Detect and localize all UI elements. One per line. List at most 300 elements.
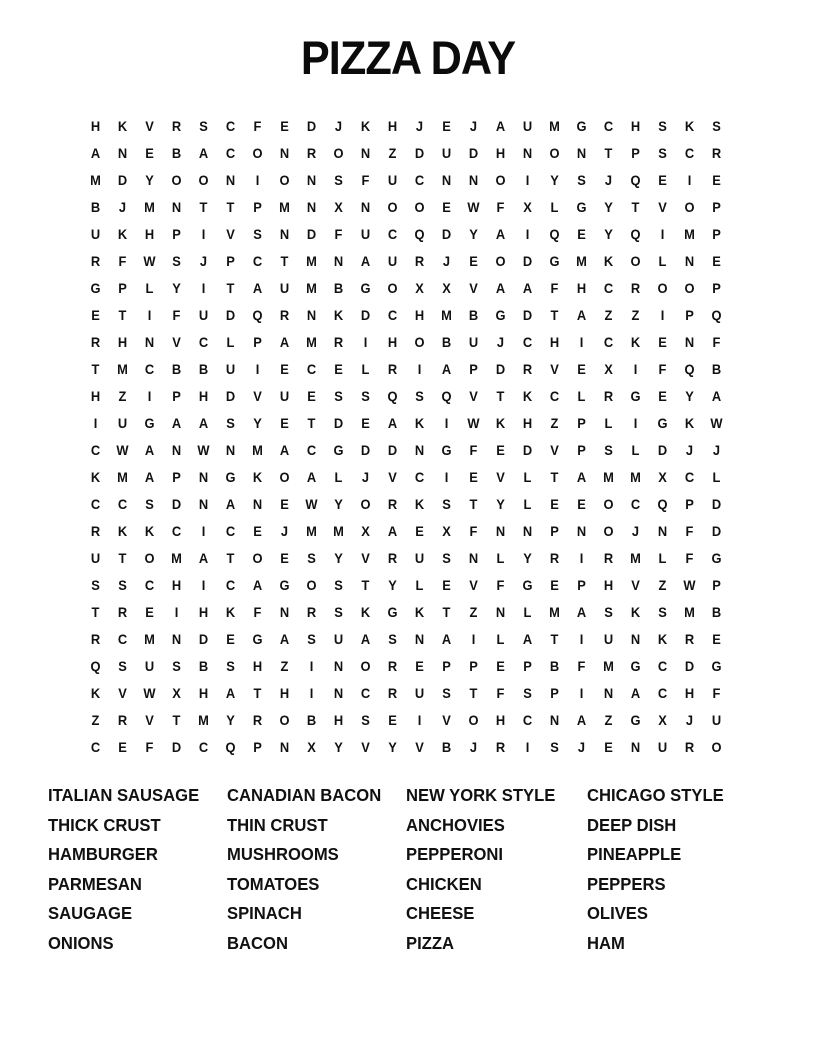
grid-cell: U [603,630,614,647]
grid-cell: U [657,738,668,755]
grid-cell: F [658,360,667,377]
grid-cell: D [657,441,668,458]
grid-cell: H [387,117,398,134]
grid-cell: S [604,603,613,620]
grid-cell: R [549,549,560,566]
word-list [0,781,816,966]
grid-cell: J [469,117,478,134]
grid-cell: Q [387,387,398,404]
grid-cell: E [577,225,586,242]
grid-cell: J [712,441,721,458]
grid-cell: K [414,603,425,620]
grid-cell: S [604,441,613,458]
grid-cell: A [495,117,506,134]
word-list-item: CHEESE [406,903,475,924]
grid-cell: Y [388,738,397,755]
grid-cell: N [468,171,479,188]
grid-cell: Q [90,657,101,674]
grid-cell: H [90,387,101,404]
word-list-item: CHICKEN [406,873,482,894]
grid-cell: S [712,117,721,134]
word-list-item: SAUGAGE [48,903,133,924]
grid-cell: R [90,630,101,647]
grid-cell: U [414,549,425,566]
grid-cell: I [633,360,638,377]
grid-cell: N [279,603,290,620]
grid-cell: V [550,360,559,377]
grid-cell: L [577,387,586,404]
grid-cell: I [579,630,584,647]
grid-cell: Z [550,414,559,431]
grid-cell: R [603,549,614,566]
grid-cell: X [172,684,181,701]
grid-cell: I [660,306,665,323]
grid-cell: C [225,522,236,539]
grid-cell: F [469,441,478,458]
grid-cell: Z [604,711,613,728]
word-list-item: HAM [587,932,625,953]
grid-cell: C [522,711,533,728]
grid-cell: V [442,711,451,728]
grid-cell: N [333,657,344,674]
grid-cell: V [226,225,235,242]
grid-cell: W [710,414,723,431]
grid-cell: T [226,198,235,215]
grid-cell: O [387,198,398,215]
grid-cell: A [360,252,371,269]
grid-cell: C [252,252,263,269]
grid-cell: C [549,387,560,404]
grid-cell: O [360,657,371,674]
grid-cell: R [117,711,128,728]
grid-cell: F [712,333,721,350]
grid-cell: U [387,171,398,188]
grid-cell: A [441,630,452,647]
grid-cell: U [333,630,344,647]
grid-cell: I [255,171,260,188]
grid-cell: L [334,468,343,485]
grid-cell: J [118,198,127,215]
grid-cell: Y [388,576,397,593]
grid-cell: V [469,387,478,404]
grid-cell: F [685,522,694,539]
grid-cell: S [334,387,343,404]
grid-cell: Z [658,576,667,593]
grid-cell: P [712,279,721,296]
grid-cell: N [684,333,695,350]
grid-cell: E [577,360,586,377]
grid-cell: O [603,495,614,512]
grid-cell: K [630,603,641,620]
grid-cell: M [198,711,209,728]
grid-cell: R [630,279,641,296]
grid-cell: K [684,414,695,431]
grid-cell: U [360,225,371,242]
grid-cell: X [307,738,316,755]
grid-cell: O [414,333,425,350]
grid-cell: S [118,576,127,593]
grid-cell: S [334,603,343,620]
grid-cell: B [711,603,722,620]
grid-cell: C [90,495,101,512]
grid-cell: F [685,549,694,566]
grid-cell: I [309,657,314,674]
grid-cell: H [198,603,209,620]
grid-cell: E [550,495,559,512]
grid-cell: A [90,144,101,161]
grid-cell: J [199,252,208,269]
grid-cell: V [361,738,370,755]
grid-cell: R [684,738,695,755]
grid-cell: M [630,549,641,566]
grid-cell: N [630,738,641,755]
grid-cell: M [144,198,155,215]
grid-cell: N [576,144,587,161]
grid-cell: N [603,684,614,701]
grid-cell: Y [604,225,613,242]
grid-cell: U [279,279,290,296]
grid-cell: S [442,684,451,701]
grid-cell: I [147,306,152,323]
grid-cell: N [171,198,182,215]
grid-cell: S [388,630,397,647]
grid-cell: L [604,414,613,431]
grid-cell: L [415,576,424,593]
word-list-item: PEPPERS [587,873,666,894]
grid-cell: D [360,306,371,323]
grid-cell: R [279,306,290,323]
grid-cell: S [442,495,451,512]
grid-cell: S [334,576,343,593]
grid-cell: K [360,603,371,620]
grid-cell: K [414,495,425,512]
grid-cell: C [630,495,641,512]
grid-cell: O [657,279,668,296]
grid-cell: N [630,630,641,647]
grid-cell: O [279,171,290,188]
grid-cell: G [333,441,344,458]
grid-cell: H [198,684,209,701]
grid-cell: V [172,333,181,350]
grid-cell: I [147,387,152,404]
grid-cell: Q [441,387,452,404]
grid-cell: G [225,468,236,485]
grid-cell: N [495,603,506,620]
grid-cell: S [307,549,316,566]
grid-cell: E [496,657,505,674]
grid-cell: T [118,549,127,566]
grid-cell: P [712,225,721,242]
grid-cell: J [685,711,694,728]
grid-cell: K [225,603,236,620]
grid-cell: E [712,171,721,188]
grid-cell: M [603,468,614,485]
grid-cell: R [711,144,722,161]
grid-cell: V [658,198,667,215]
word-list-item: OLIVES [587,903,648,924]
grid-cell: I [174,603,179,620]
grid-cell: V [361,549,370,566]
grid-cell: O [711,738,722,755]
grid-cell: L [550,198,559,215]
grid-cell: Y [685,387,694,404]
grid-cell: G [522,576,533,593]
grid-cell: V [145,117,154,134]
grid-cell: M [630,468,641,485]
grid-cell: T [172,711,181,728]
grid-cell: U [90,549,101,566]
grid-cell: H [90,117,101,134]
grid-cell: C [360,684,371,701]
grid-cell: B [171,144,182,161]
grid-cell: N [333,684,344,701]
grid-cell: C [657,684,668,701]
grid-cell: Y [604,198,613,215]
grid-cell: V [415,738,424,755]
grid-cell: G [711,657,722,674]
grid-cell: T [226,549,235,566]
grid-cell: N [198,495,209,512]
word-list-item: DEEP DISH [587,814,677,835]
grid-cell: G [495,306,506,323]
grid-cell: D [333,414,344,431]
grid-cell: F [469,522,478,539]
grid-cell: L [226,333,235,350]
grid-cell: I [201,279,206,296]
grid-cell: M [441,306,452,323]
grid-cell: G [90,279,101,296]
grid-cell: J [685,441,694,458]
grid-cell: P [550,522,559,539]
word-list-item: HAMBURGER [48,844,158,865]
grid-cell: A [252,576,263,593]
grid-cell: U [279,387,290,404]
word-list-item: ONIONS [48,932,114,953]
grid-cell: I [444,468,449,485]
grid-cell: K [495,414,506,431]
grid-cell: P [172,387,181,404]
grid-cell: B [441,738,452,755]
grid-cell: M [306,522,317,539]
grid-cell: Z [388,144,397,161]
grid-cell: A [225,684,236,701]
grid-cell: C [117,630,128,647]
grid-cell: T [253,684,262,701]
grid-cell: K [117,522,128,539]
grid-cell: H [198,387,209,404]
grid-cell: K [252,468,263,485]
grid-cell: R [495,738,506,755]
grid-cell: N [306,198,317,215]
grid-cell: E [91,306,100,323]
grid-cell: N [198,468,209,485]
word-list-item: BACON [227,932,288,953]
grid-cell: S [658,117,667,134]
grid-cell: T [199,198,208,215]
grid-cell: F [712,684,721,701]
grid-cell: P [253,738,262,755]
grid-cell: O [684,198,695,215]
grid-cell: E [469,252,478,269]
grid-cell: N [414,441,425,458]
grid-cell: L [361,360,370,377]
grid-cell: Z [280,657,289,674]
grid-cell: U [198,306,209,323]
grid-cell: C [198,738,209,755]
grid-cell: H [414,306,425,323]
grid-cell: O [495,171,506,188]
grid-cell: R [306,144,317,161]
grid-cell: E [442,576,451,593]
grid-cell: E [145,144,154,161]
grid-cell: C [414,468,425,485]
grid-cell: I [633,414,638,431]
grid-cell: R [387,549,398,566]
grid-cell: E [280,414,289,431]
grid-cell: O [306,576,317,593]
grid-cell: D [711,522,722,539]
grid-cell: I [660,225,665,242]
grid-cell: K [630,333,641,350]
word-search-grid [82,112,730,760]
grid-cell: N [414,630,425,647]
grid-cell: G [252,630,263,647]
grid-cell: G [360,279,371,296]
grid-cell: P [226,252,235,269]
grid-cell: C [144,360,155,377]
grid-cell: P [685,495,694,512]
word-list-item: CHICAGO STYLE [587,785,724,805]
grid-cell: P [550,684,559,701]
grid-cell: C [603,117,614,134]
grid-cell: G [279,576,290,593]
grid-cell: S [361,387,370,404]
grid-cell: I [309,684,314,701]
grid-cell: C [117,495,128,512]
grid-cell: M [333,522,344,539]
grid-cell: I [579,333,584,350]
grid-cell: T [91,360,100,377]
grid-cell: S [361,711,370,728]
grid-cell: M [306,252,317,269]
grid-cell: C [603,333,614,350]
grid-cell: I [417,711,422,728]
grid-cell: C [90,738,101,755]
grid-cell: Z [469,603,478,620]
grid-cell: I [525,225,530,242]
grid-cell: G [549,252,560,269]
grid-cell: B [306,711,317,728]
grid-cell: F [496,576,505,593]
grid-cell: Z [91,711,100,728]
grid-cell: E [550,576,559,593]
grid-cell: K [603,252,614,269]
grid-cell: U [117,414,128,431]
grid-cell: M [549,117,560,134]
grid-cell: R [603,387,614,404]
grid-cell: Y [496,495,505,512]
grid-cell: A [306,468,317,485]
grid-cell: M [117,468,128,485]
grid-cell: D [414,144,425,161]
grid-cell: X [523,198,532,215]
grid-cell: K [90,468,101,485]
grid-cell: E [280,117,289,134]
grid-cell: G [711,549,722,566]
grid-cell: F [577,657,586,674]
grid-cell: I [93,414,98,431]
grid-cell: L [496,630,505,647]
grid-cell: Y [253,414,262,431]
grid-cell: V [469,279,478,296]
grid-cell: A [171,414,182,431]
grid-cell: Y [469,225,478,242]
grid-cell: X [442,279,451,296]
grid-cell: A [495,225,506,242]
grid-cell: E [388,711,397,728]
grid-cell: H [387,333,398,350]
grid-cell: I [579,549,584,566]
grid-cell: M [144,630,155,647]
grid-cell: C [387,306,398,323]
grid-cell: A [252,279,263,296]
grid-cell: V [145,711,154,728]
grid-cell: A [198,144,209,161]
grid-cell: A [576,306,587,323]
grid-cell: O [333,144,344,161]
grid-cell: H [684,684,695,701]
grid-cell: N [657,522,668,539]
grid-cell: K [333,306,344,323]
grid-cell: G [630,711,641,728]
grid-cell: R [333,333,344,350]
grid-cell: B [468,306,479,323]
grid-cell: L [145,279,154,296]
grid-cell: E [658,333,667,350]
grid-cell: K [657,630,668,647]
grid-cell: D [522,252,533,269]
grid-cell: H [333,711,344,728]
grid-cell: H [495,711,506,728]
grid-cell: O [603,522,614,539]
grid-cell: N [441,171,452,188]
grid-cell: O [495,252,506,269]
grid-cell: N [225,441,236,458]
grid-cell: N [252,495,263,512]
grid-cell: O [414,198,425,215]
grid-cell: Q [630,171,641,188]
grid-cell: E [415,522,424,539]
grid-cell: T [469,495,478,512]
page-title: PIZZA DAY [300,31,516,84]
grid-cell: P [172,225,181,242]
grid-cell: G [657,414,668,431]
grid-cell: E [658,171,667,188]
grid-cell: A [198,549,209,566]
grid-cell: V [496,468,505,485]
grid-cell: P [469,360,478,377]
grid-cell: C [522,333,533,350]
grid-cell: X [604,360,613,377]
grid-cell: Y [334,738,343,755]
grid-cell: H [576,279,587,296]
grid-cell: S [577,171,586,188]
grid-cell: X [415,279,424,296]
grid-cell: G [387,603,398,620]
grid-cell: M [306,333,317,350]
grid-cell: T [307,414,316,431]
grid-cell: X [334,198,343,215]
